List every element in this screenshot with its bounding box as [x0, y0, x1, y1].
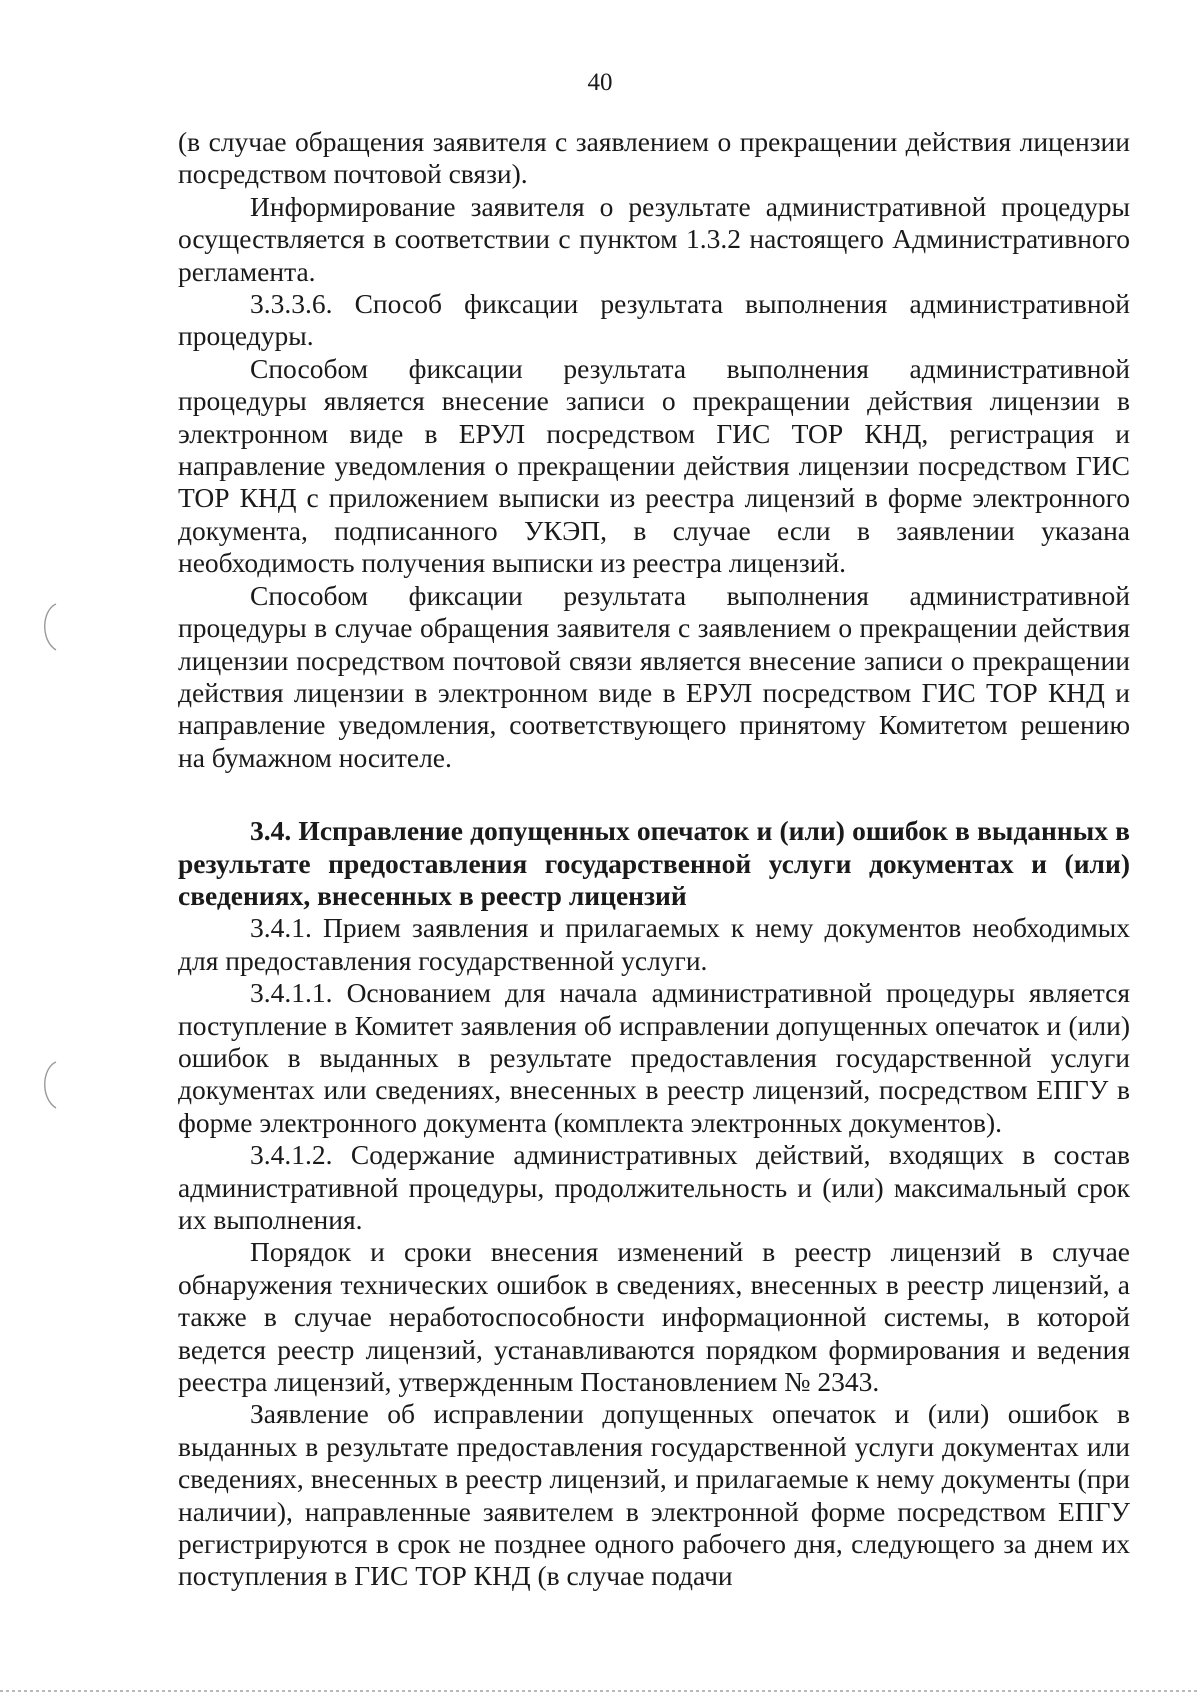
paragraph: Способом фиксации результата выполнения административной процедуры является внесение записи о прекращении действия лицензии в электронном виде в ЕРУЛ посредством ГИС ТОР КНД, регистрация и направление уведомления о прекращении действия лицензии посредством ГИС ТОР КНД с приложением выписки из реестра лицензий в форме электронного документа, подписанного УКЭП, в случае если в заявлении указана необходимость получения выписки из реестра лицензий.	[178, 352, 1130, 579]
binding-hole-mark	[36, 1058, 64, 1112]
paragraph: 3.4.1. Прием заявления и прилагаемых к нему документов необходимых для предоставления государственной услуги.	[178, 912, 1130, 976]
paragraphs-before-heading	[178, 126, 1130, 774]
paragraph: Способом фиксации результата выполнения административной процедуры в случае обращения заявителя с заявлением о прекращении действия лицензии посредством почтовой связи является внесение записи о прекращении действия лицензии в электронном виде в ЕРУЛ посредством ГИС ТОР КНД и направление уведомления, соответствующего принятому Комитетом решению на бумажном носителе.	[178, 579, 1130, 773]
page-number: 40	[587, 69, 613, 96]
paragraphs-after-heading	[178, 912, 1130, 1593]
binding-hole-mark	[36, 600, 64, 654]
paragraph: 3.3.3.6. Способ фиксации результата выполнения административной процедуры.	[178, 288, 1130, 352]
document-body	[178, 126, 1130, 1593]
paragraph: Заявление об исправлении допущенных опечаток и (или) ошибок в выданных в результате предоставления государственной услуги документах или сведениях, внесенных в реестр лицензий, и прилагаемые к нему документы (при наличии), направленные заявителем в электронной форме посредством ЕПГУ регистрируются в срок не позднее одного рабочего дня, следующего за днем их поступления в ГИС ТОР КНД (в случае подачи	[178, 1398, 1130, 1592]
scan-edge-line	[0, 1690, 1200, 1692]
section-heading: 3.4. Исправление допущенных опечаток и (или) ошибок в выданных в результате предоставления государственной услуги документах и (или) сведениях, внесенных в реестр лицензий	[178, 815, 1130, 911]
paragraph: 3.4.1.1. Основанием для начала административной процедуры является поступление в Комитет заявления об исправлении допущенных опечаток и (или) ошибок в выданных в результате предоставления государственной услуги документах или сведениях, внесенных в реестр лицензий, посредством ЕПГУ в форме электронного документа (комплекта электронных документов).	[178, 977, 1130, 1138]
paragraph: 3.4.1.2. Содержание административных действий, входящих в состав административной процедуры, продолжительность и (или) максимальный срок их выполнения.	[178, 1139, 1130, 1235]
paragraph: (в случае обращения заявителя с заявлением о прекращении действия лицензии посредством почтовой связи).	[178, 126, 1130, 190]
paragraph: Информирование заявителя о результате административной процедуры осуществляется в соответствии с пунктом 1.3.2 настоящего Административного регламента.	[178, 190, 1130, 287]
paragraph: Порядок и сроки внесения изменений в реестр лицензий в случае обнаружения технических ошибок в сведениях, внесенных в реестр лицензий, а также в случае неработоспособности информационной системы, в которой ведется реестр лицензий, устанавливаются порядком формирования и ведения реестра лицензий, утвержденным Постановлением № 2343.	[178, 1236, 1130, 1398]
